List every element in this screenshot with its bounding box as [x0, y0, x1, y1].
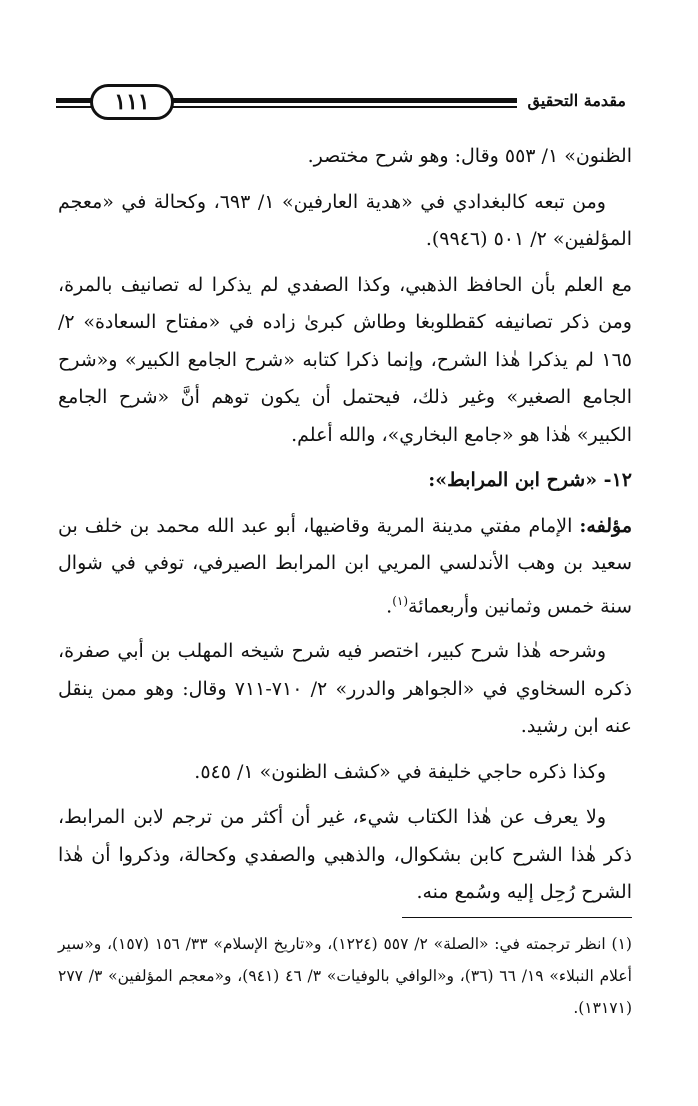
page-header — [56, 84, 626, 124]
paragraph-2: ومن تبعه كالبغدادي في «هدية العارفين» ١/ ٦٩٣، وكحالة في «معجم المؤلفين» ٢/ ٥٠١ (٩٩٤٦). — [58, 190, 632, 250]
body-text — [58, 138, 632, 920]
section-heading: ١٢- «شرح ابن المرابط»: — [428, 469, 632, 491]
footnote-1: (١) انظر ترجمته في: «الصلة» ٢/ ٥٥٧ (١٢٢٤)، و«تاريخ الإسلام» ٣٣/ ١٥٦ (١٥٧)، و«سير أعلام النبلاء» ١٩/ ٦٦ (٣٦)، و«الوافي بالوفيات» ٣/ ٤٦ (٩٤١)، و«معجم المؤلفين» ٣/ ٢٧٧ (١٣١٧١). — [58, 935, 632, 1017]
paragraph-6: وشرحه هٰذا شرح كبير، اختصر فيه شرح شيخه المهلب بن أبي صفرة، ذكره السخاوي في «الجواهر والدرر» ٢/ ٧١٠-٧١١ وقال: وهو ممن ينقل عنه ابن رشيد. — [58, 640, 632, 738]
author-label: مؤلفه: — [579, 514, 632, 537]
paragraph-3: مع العلم بأن الحافظ الذهبي، وكذا الصفدي لم يذكرا له تصانيف بالمرة، ومن ذكر تصانيفه كقطلوبغا وطاش كبرىٰ زاده في «مفتاح السعادة» ٢/ ١٦٥ لم يذكرا هٰذا الشرح، وإنما ذكرا كتابه «شرح الجامع الكبير» و«شرح الجامع الصغير» وغير ذلك، فيحتمل أن يكون توهم أنَّ «شرح الجامع الكبير» هٰذا هو «جامع البخاري»، والله أعلم. — [58, 273, 632, 446]
footnotes — [58, 928, 632, 1024]
running-title: مقدمة التحقيق — [517, 84, 626, 118]
paragraph-8: ولا يعرف عن هٰذا الكتاب شيء، غير أن أكثر من ترجم لابن المرابط، ذكر هٰذا الشرح كابن بشكوال، والذهبي والصفدي وكحالة، وذكروا أن هٰذا الشرح رُحِل إليه وسُمع منه. — [58, 806, 632, 904]
author-text: الإمام مفتي مدينة المرية وقاضيها، أبو عبد الله محمد بن خلف بن سعيد بن وهب الأندلسي المريي ابن المرابط الصيرفي، توفي في شوال سنة خمس وثمانين وأربعمائة — [58, 514, 632, 617]
paragraph-7: وكذا ذكره حاجي خليفة في «كشف الظنون» ١/ ٥٤٥. — [194, 760, 606, 783]
page-number: ١١١ — [90, 84, 174, 120]
paragraph-1: الظنون» ١/ ٥٥٣ وقال: وهو شرح مختصر. — [307, 145, 632, 167]
footnote-ref[interactable]: (١) — [392, 593, 409, 608]
footnote-separator — [402, 917, 632, 918]
paragraph-5 — [58, 508, 632, 626]
author-text-end: . — [386, 594, 393, 617]
